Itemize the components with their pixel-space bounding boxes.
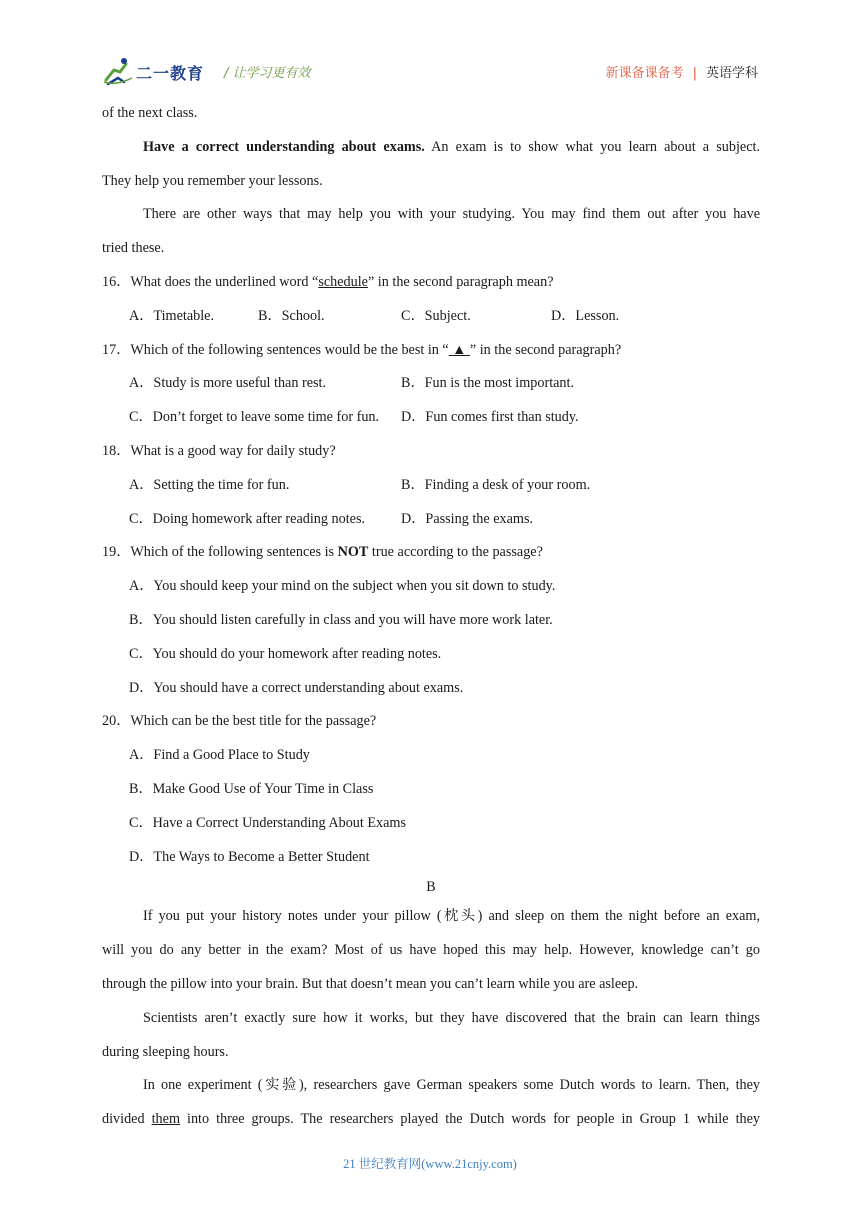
underlined-word: schedule [318, 273, 368, 290]
option-a[interactable]: A．Timetable. [129, 307, 214, 324]
options-17-row1 [102, 367, 760, 401]
passage-line: If you put your history notes under your pillow (枕头) and sleep on them the night before an exam, [143, 908, 760, 925]
header-course-info [606, 62, 758, 81]
passage-line: Scientists aren’t exactly sure how it works, but they have discovered that the brain can learn things [143, 1009, 760, 1026]
option-c[interactable]: C．You should do your homework after reading notes. [129, 645, 442, 662]
underlined-word: them [151, 1111, 180, 1128]
document-body [102, 97, 760, 1137]
emphasis-not: NOT [337, 544, 369, 561]
paragraph-exam [102, 131, 760, 165]
option-c[interactable]: C．Doing homework after reading notes. [129, 510, 366, 527]
header-slogan: / 让学习更有效 [224, 66, 311, 81]
question-16 [102, 266, 760, 300]
option-b[interactable]: B．Make Good Use of Your Time in Class [129, 780, 374, 797]
question-text: 17．Which of the following sentences would be the best in “ [102, 341, 449, 358]
passage-line: There are other ways that may help you with your studying. You may find them out after you have [143, 206, 760, 223]
question-text: 16．What does the underlined word “ [102, 273, 319, 290]
options-16 [102, 300, 760, 334]
passage-line: during sleeping hours. [102, 1043, 229, 1060]
passage-text: into three groups. The researchers played the Dutch words for people in Group 1 while they [179, 1111, 760, 1128]
blank-mark [449, 342, 470, 358]
page-footer: 21 世纪教育网(www.21cnjy.com) [343, 1157, 517, 1171]
question-20: 20．Which can be the best title for the passage? [102, 713, 377, 730]
header-separator: | [692, 66, 697, 81]
option-c[interactable]: C．Don’t forget to leave some time for fun. [129, 409, 380, 426]
option-c[interactable]: C．Have a Correct Understanding About Exams [129, 814, 406, 831]
option-d[interactable]: D．You should have a correct understanding about exams. [129, 679, 464, 696]
question-text: true according to the passage? [368, 544, 543, 561]
option-b[interactable]: B．Finding a desk of your room. [401, 476, 591, 493]
passage-line: of the next class. [102, 105, 198, 121]
section-heading-b: B [426, 879, 436, 896]
option-a[interactable]: A．Study is more useful than rest. [129, 375, 327, 392]
options-17-row2 [102, 401, 760, 435]
page-header [102, 56, 758, 90]
question-18: 18．What is a good way for daily study? [102, 442, 336, 459]
option-a[interactable]: A．Setting the time for fun. [129, 476, 290, 493]
passage-line: will you do any better in the exam? Most of us have hoped this may help. However, knowledge can’t go [102, 942, 760, 959]
passage-line: through the pillow into your brain. But that doesn’t mean you can’t learn while you are asleep. [102, 975, 639, 992]
passage-line [102, 1103, 760, 1137]
paragraph-lead: Have a correct understanding about exams. [143, 138, 425, 155]
option-c[interactable]: C．Subject. [401, 307, 471, 324]
logo [102, 56, 212, 88]
option-a[interactable]: A．You should keep your mind on the subject when you sit down to study. [129, 578, 556, 595]
option-b[interactable]: B．Fun is the most important. [401, 375, 575, 392]
passage-line: They help you remember your lessons. [102, 172, 323, 189]
paragraph-text: An exam is to show what you learn about a subject. [424, 138, 760, 155]
logo-text: 二一教育 [136, 64, 205, 83]
option-d[interactable]: D．Lesson. [551, 307, 620, 324]
header-subject: 英语学科 [705, 66, 758, 81]
option-a[interactable]: A．Find a Good Place to Study [129, 747, 310, 764]
options-18-row2 [102, 503, 760, 537]
question-19 [102, 536, 760, 570]
header-course: 新课备课备考 [605, 66, 684, 81]
option-d[interactable]: D．Fun comes first than study. [401, 409, 579, 426]
option-b[interactable]: B．You should listen carefully in class and you will have more work later. [129, 611, 553, 628]
question-17 [102, 334, 760, 368]
option-d[interactable]: D．Passing the exams. [401, 510, 534, 527]
question-text: ” in the second paragraph? [469, 341, 622, 358]
runner-logo-icon [102, 56, 136, 88]
options-18-row1 [102, 469, 760, 503]
passage-line: In one experiment (实验), researchers gave German speakers some Dutch words to learn. Then, they [143, 1077, 760, 1094]
passage-text: divided [102, 1111, 152, 1128]
option-d[interactable]: D．The Ways to Become a Better Student [129, 848, 370, 865]
question-text: 19．Which of the following sentences is [102, 544, 338, 561]
option-b[interactable]: B．School. [258, 307, 325, 324]
question-text: ” in the second paragraph mean? [367, 273, 554, 290]
triangle-mark: ▲ [452, 341, 467, 358]
passage-line: tried these. [102, 240, 165, 257]
